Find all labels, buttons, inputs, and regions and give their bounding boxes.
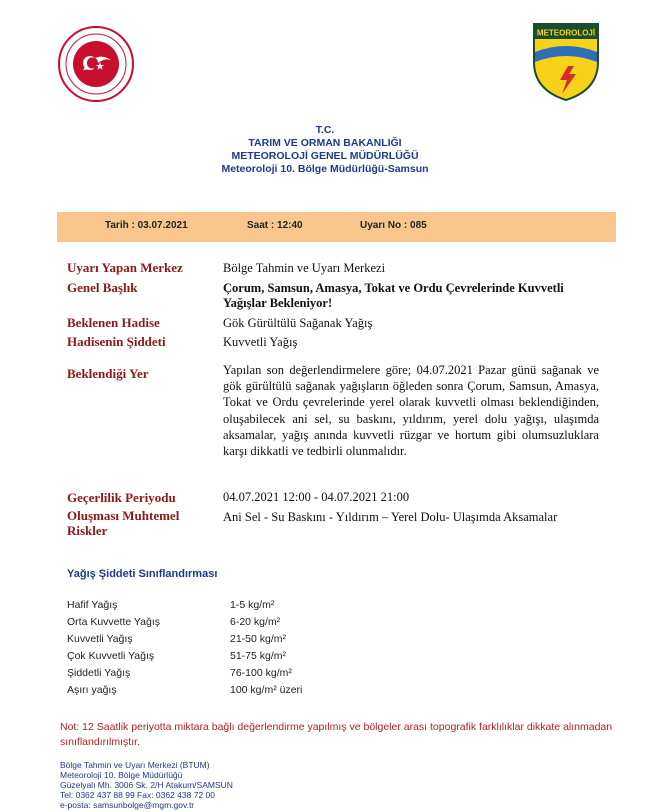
footer-line: Tel: 0362 437 88 99 Fax: 0362 438 72 00 [60,790,216,800]
field-label-validity: Geçerlilik Periyodu [67,490,176,505]
classification-name: Aşırı yağış [67,684,117,696]
org-line-directorate: METEOROLOJİ GENEL MÜDÜRLÜĞÜ [231,150,419,162]
info-bar [57,212,616,242]
org-line-ministry: TARIM VE ORMAN BAKANLIĞI [248,137,402,149]
field-value-risks: Ani Sel - Su Baskını - Yıldırım – Yerel Dolu- Ulaşımda Aksamalar [223,510,558,524]
field-value-headline-2: Yağışlar Bekleniyor! [223,296,333,310]
classification-name: Çok Kuvvetli Yağış [67,650,155,662]
field-label-severity: Hadisenin Şiddeti [67,334,166,349]
svg-text:METEOROLOJİ: METEOROLOJİ [536,28,596,38]
org-line-regional: Meteoroloji 10. Bölge Müdürlüğü-Samsun [221,163,429,175]
field-label-headline: Genel Başlık [67,280,138,295]
field-label-risks-1: Oluşması Muhtemel [67,508,180,523]
field-value-event: Gök Gürültülü Sağanak Yağış [223,316,373,330]
ministry-logo [57,25,135,103]
classification-range: 76-100 kg/m² [230,667,292,679]
field-label-risks-2: Riskler [67,523,108,538]
footer-line: Meteoroloji 10. Bölge Müdürlüğü [60,770,183,780]
classification-range: 21-50 kg/m² [230,633,287,645]
field-label-event: Beklenen Hadise [67,315,160,330]
classification-range: 51-75 kg/m² [230,650,287,662]
field-value-issuer: Bölge Tahmin ve Uyarı Merkezi [223,261,386,275]
field-value-validity: 04.07.2021 12:00 - 04.07.2021 21:00 [223,490,410,504]
warning-number-text: Uyarı No : 085 [360,220,427,231]
classification-range: 1-5 kg/m² [230,599,275,611]
footer-email: e-posta: samsunbolge@mgm.gov.tr [60,800,195,810]
classification-range: 6-20 kg/m² [230,616,281,628]
date-text: Tarih : 03.07.2021 [105,220,188,231]
classification-name: Şiddetli Yağış [67,667,131,679]
field-value-headline-1: Çorum, Samsun, Amasya, Tokat ve Ordu Çevrelerinde Kuvvetli [223,281,564,295]
field-label-issuer: Uyarı Yapan Merkez [67,260,183,275]
classification-title: Yağış Şiddeti Sınıflandırması [67,568,218,580]
meteorology-logo [532,22,600,102]
time-text: Saat : 12:40 [247,220,303,231]
field-label-location: Beklendiği Yer [67,366,149,381]
classification-name: Kuvvetli Yağış [67,633,133,645]
classification-name: Hafif Yağış [67,599,118,611]
classification-note: Not: 12 Saatlik periyotta miktara bağlı değerlendirme yapılmış ve bölgeler arası topografik farklılıklar dikkate alınmadan sınıflandırılmıştır. [60,721,613,748]
classification-name: Orta Kuvvette Yağış [67,616,160,628]
field-value-severity: Kuvvetli Yağış [223,335,298,349]
classification-range: 100 kg/m² üzeri [230,684,303,696]
footer-line: Bölge Tahmin ve Uyarı Merkezi (BTUM) [60,760,210,770]
field-value-location: Yapılan son değerlendirmelere göre; 04.07.2021 Pazar günü sağanak ve gök gürültülü sağanak yağışların öğleden sonra Çorum, Samsun, Amasya, Tokat ve Ordu çevrelerinde yerel olarak kuvvetli olması beklendiğinden, oluşabilecek ani sel, su baskını, yıldırım, yerel dolu yağışı, ulaşımda aksamalar, yağış anında kuvvetli rüzgar ve hortum gibi olumsuzluklara karşı dikkatli ve tedbirli olunmalıdır. [223,363,599,459]
org-line-tc: T.C. [315,124,335,136]
footer-line: Güzelyalı Mh. 3006 Sk. 2/H Atakum/SAMSUN [60,780,233,790]
